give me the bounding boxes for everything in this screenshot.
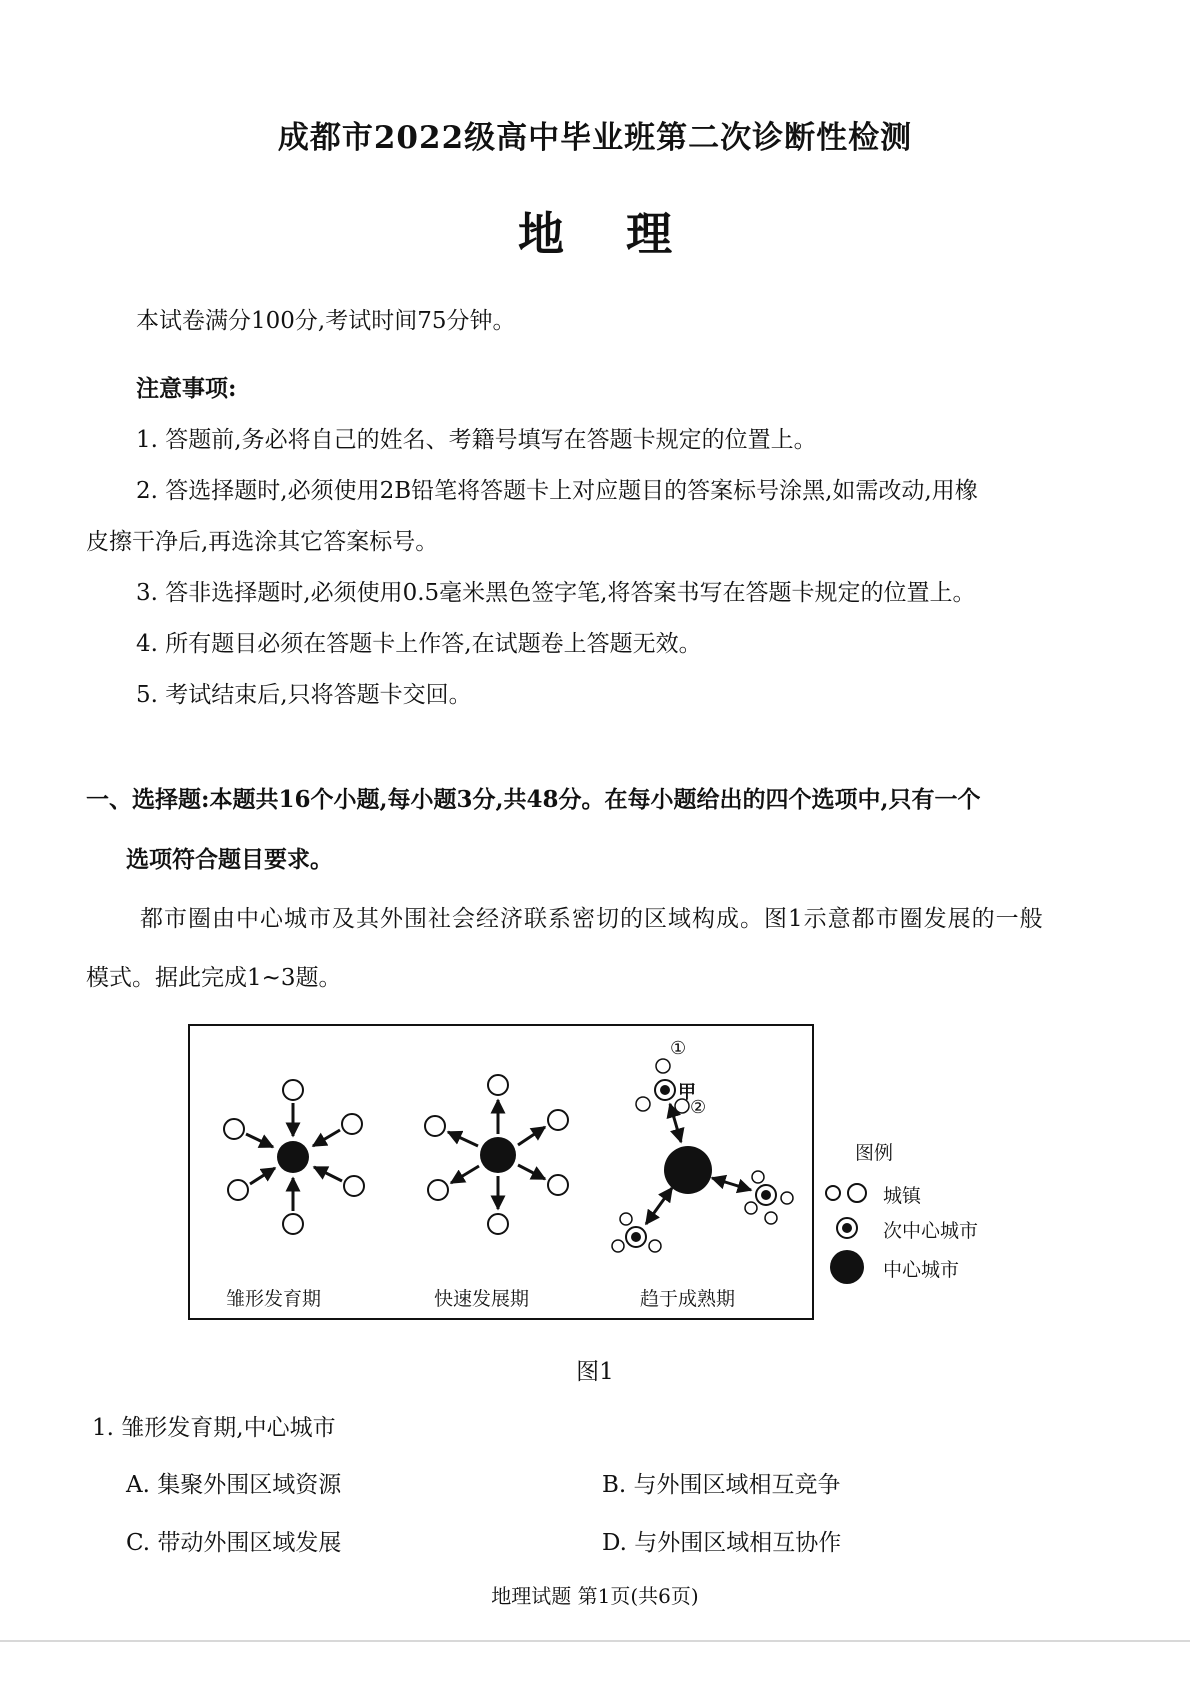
- stage-embryonic-diagram: [224, 1080, 364, 1234]
- notice-item: 5. 考试结束后,只将答题卡交回。: [136, 682, 472, 708]
- stage-label: 雏形发育期: [226, 1288, 322, 1310]
- legend-town-label: 城镇: [883, 1185, 922, 1207]
- town-marker: [283, 1080, 303, 1100]
- flow-arrow: [313, 1130, 340, 1146]
- notice-item: 2. 答选择题时,必须使用2B铅笔将答题卡上对应题目的答案标号涂黑,如需改动,用橡: [136, 478, 978, 504]
- legend-symbols: [826, 1184, 866, 1284]
- option-b: B. 与外围区域相互竞争: [602, 1472, 841, 1498]
- legend-town-icon: [848, 1184, 866, 1202]
- town-marker: [745, 1202, 757, 1214]
- flow-arrow: [712, 1178, 751, 1190]
- legend-center-label: 中心城市: [883, 1259, 960, 1281]
- town-marker: [425, 1116, 445, 1136]
- passage-text: 都市圈由中心城市及其外围社会经济联系密切的区域构成。图1示意都市圈发展的一般: [140, 906, 1044, 932]
- stage-mature-diagram: [612, 1059, 793, 1252]
- notice-item: 4. 所有题目必须在答题卡上作答,在试题卷上答题无效。: [136, 631, 702, 657]
- center-city-marker: [664, 1146, 712, 1194]
- notice-item: 1. 答题前,务必将自己的姓名、考籍号填写在答题卡规定的位置上。: [136, 427, 817, 453]
- legend-title: 图例: [855, 1142, 894, 1164]
- flow-arrow: [518, 1165, 545, 1179]
- town-marker: [488, 1075, 508, 1095]
- flow-arrow: [448, 1132, 478, 1146]
- town-marker: [649, 1240, 661, 1252]
- legend-town-icon: [826, 1186, 840, 1200]
- subject-title: 地理: [518, 207, 734, 261]
- town-marker: [656, 1059, 670, 1073]
- stage-label: 趋于成熟期: [640, 1288, 736, 1310]
- notice-heading: 注意事项:: [136, 375, 237, 402]
- town-marker: [781, 1192, 793, 1204]
- figure-caption: 图1: [576, 1359, 614, 1385]
- exam-title: 成都市2022级高中毕业班第二次诊断性检测: [277, 120, 913, 156]
- legend-sub-center-label: 次中心城市: [883, 1220, 979, 1242]
- notice-item: 3. 答非选择题时,必须使用0.5毫米黑色签字笔,将答案书写在答题卡规定的位置上。: [136, 580, 976, 606]
- town-marker: [752, 1171, 764, 1183]
- town-marker: [228, 1180, 248, 1200]
- town-marker: [224, 1119, 244, 1139]
- flow-arrow: [314, 1167, 342, 1181]
- center-city-marker: [277, 1141, 309, 1173]
- flow-arrow: [646, 1188, 672, 1224]
- option-a: A. 集聚外围区域资源: [126, 1472, 342, 1498]
- flow-arrow: [246, 1134, 273, 1147]
- flow-arrow: [518, 1127, 545, 1145]
- section-heading-cont: 选项符合题目要求。: [126, 846, 333, 873]
- town-marker: [612, 1240, 624, 1252]
- exam-intro: 本试卷满分100分,考试时间75分钟。: [136, 308, 516, 334]
- label-mark-1: ①: [670, 1038, 687, 1059]
- town-marker: [548, 1110, 568, 1130]
- label-mark-2: ②: [690, 1097, 707, 1118]
- page-footer: 地理试题 第1页(共6页): [491, 1584, 699, 1608]
- town-marker: [636, 1097, 650, 1111]
- town-marker: [283, 1214, 303, 1234]
- town-marker: [620, 1213, 632, 1225]
- option-c: C. 带动外围区域发展: [126, 1530, 342, 1556]
- flow-arrow: [451, 1166, 479, 1183]
- page-bottom-divider: [0, 1640, 1190, 1642]
- center-city-marker: [480, 1137, 516, 1173]
- question-stem: 1. 雏形发育期,中心城市: [92, 1415, 336, 1441]
- stage-label: 快速发展期: [434, 1288, 530, 1310]
- option-d: D. 与外围区域相互协作: [602, 1530, 842, 1556]
- town-marker: [342, 1114, 362, 1134]
- stage-rapid-diagram: [425, 1075, 568, 1234]
- flow-arrow: [250, 1168, 275, 1184]
- notice-item: 皮擦干净后,再选涂其它答案标号。: [86, 529, 439, 555]
- town-marker: [428, 1180, 448, 1200]
- town-marker: [344, 1176, 364, 1196]
- passage-text: 模式。据此完成1~3题。: [86, 965, 342, 991]
- section-heading: 一、选择题:本题共16个小题,每小题3分,共48分。在每小题给出的四个选项中,只有一个: [86, 786, 981, 813]
- town-marker: [765, 1212, 777, 1224]
- town-marker: [488, 1214, 508, 1234]
- legend-center-icon: [830, 1250, 864, 1284]
- label-jia: 甲: [678, 1082, 696, 1103]
- town-marker: [548, 1175, 568, 1195]
